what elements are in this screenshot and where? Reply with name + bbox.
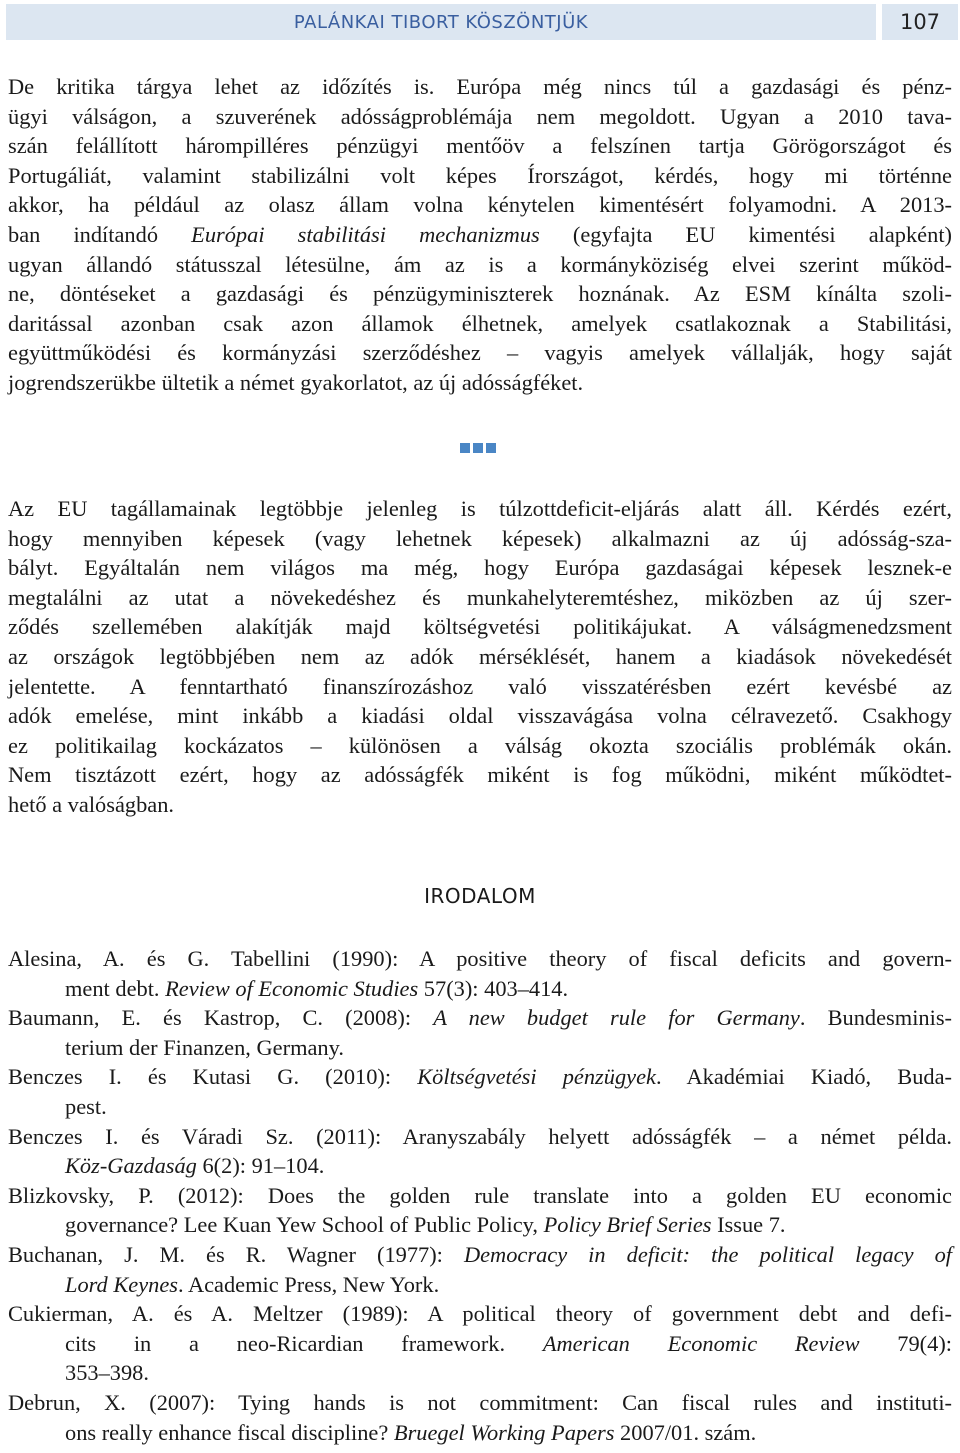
reference-text: Blizkovsky, P. (2012): Does the golden rule translate into a golden EU economic	[8, 1182, 952, 1208]
reference-text: 79(4):	[859, 1330, 952, 1356]
reference-text: cits in a neo-Ricardian framework.	[65, 1330, 543, 1356]
reference-title: American Economic Review	[542, 1330, 860, 1356]
reference-entry	[8, 1062, 952, 1121]
reference-line	[8, 1418, 952, 1448]
text-line: hogy mennyiben képesek (vagy lehetnek képesek) alkalmazni az új adósság-sza-	[8, 525, 952, 551]
text-line: ugyan állandó státusszal létesülne, ám az is a kormányköziség elvei szerint működ-	[8, 251, 952, 277]
text-line: megtalálni az utat a növekedéshez és munkahelyteremtéshez, miközben az új szer-	[8, 584, 952, 610]
reference-text: Cukierman, A. és A. Meltzer (1989): A political theory of government debt and defi-	[8, 1301, 952, 1327]
reference-text: terium der Finanzen, Germany.	[65, 1034, 344, 1060]
text-line: De kritika tárgya lehet az időzítés is. Európa még nincs túl a gazdasági és pénz-	[8, 74, 952, 99]
reference-title: Policy Brief Series	[543, 1212, 712, 1238]
reference-line	[8, 1122, 952, 1152]
text-line: ne, döntéseket a gazdasági és pénzügyminiszterek hoznának. Az ESM kínálta szoli-	[8, 281, 952, 307]
divider-square	[473, 443, 483, 453]
reference-entry	[8, 944, 952, 1003]
text-line: jelentette. A fenntartható finanszírozáshoz való visszatérésben ezért kevésbé az	[8, 673, 952, 699]
italic-term: Európai stabilitási mechanizmus	[191, 221, 540, 247]
references-list	[8, 944, 952, 1447]
text-line: ügyi válságon, a szuverének adósságproblémája nem megoldott. Ugyan a 2010 tava-	[8, 103, 952, 129]
reference-text: Benczes I. és Váradi Sz. (2011): Aranyszabály helyett adósságfék – a német példa.	[8, 1123, 952, 1149]
text-line	[8, 220, 952, 250]
text-line: Az EU tagállamainak legtöbbje jelenleg is túlzottdeficit-eljárás alatt áll. Kérdés ezért,	[8, 496, 952, 521]
reference-line	[8, 944, 952, 974]
reference-line	[8, 1329, 952, 1359]
text-segment: (egyfajta EU kimentési alapként)	[539, 221, 952, 247]
reference-text: Debrun, X. (2007): Tying hands is not commitment: Can fiscal rules and instituti-	[8, 1389, 952, 1415]
text-line: együttműködési és kormányzási szerződéshez – vagyis amelyek vállalják, hogy saját	[8, 340, 952, 366]
reference-title: Lord Keynes	[65, 1271, 178, 1297]
reference-line	[8, 1003, 952, 1033]
reference-entry	[8, 1388, 952, 1447]
text-line: az országok legtöbbjében nem az adók mérséklését, hanem a kiadások növekedését	[8, 643, 952, 669]
reference-title: A new budget rule for Germany	[433, 1005, 800, 1031]
reference-line	[8, 1092, 952, 1122]
paragraph-1	[8, 72, 952, 398]
text-line: ződés szellemében alakítják majd költségvetési politikájukat. A válságmenedzsment	[8, 614, 952, 640]
reference-text: 6(2): 91–104.	[196, 1153, 325, 1179]
running-header	[6, 4, 956, 40]
reference-title: Review of Economic Studies	[165, 975, 419, 1001]
header-band	[6, 4, 876, 40]
section-divider	[460, 443, 496, 453]
reference-text: . Academic Press, New York.	[177, 1271, 440, 1297]
reference-text: 57(3): 403–414.	[418, 975, 569, 1001]
reference-entry	[8, 1181, 952, 1240]
reference-line	[8, 974, 952, 1004]
reference-title: Költségvetési pénzügyek	[417, 1064, 656, 1090]
reference-title: Köz-Gazdaság	[65, 1153, 197, 1179]
reference-text: Issue 7.	[711, 1212, 786, 1238]
paragraph-2	[8, 494, 952, 820]
header-title: PALÁNKAI TIBORT KÖSZÖNTJÜK	[293, 11, 589, 33]
text-line: ez politikailag kockázatos – különösen a válság okozta szociális problémák okán.	[8, 732, 952, 758]
reference-entry	[8, 1240, 952, 1299]
reference-text: 353–398.	[65, 1360, 149, 1386]
reference-line	[8, 1358, 952, 1388]
reference-line	[8, 1210, 952, 1240]
reference-text: Baumann, E. és Kastrop, C. (2008):	[8, 1005, 434, 1031]
reference-text: . Akadémiai Kiadó, Buda-	[655, 1064, 952, 1090]
text-line: Portugáliát, valamint stabilizálni volt képes Írországot, kérdés, hogy mi történne	[8, 162, 952, 188]
text-line: akkor, ha például az olasz állam volna kénytelen kimentésért folyamodni. A 2013-	[8, 192, 952, 218]
reference-title: Democracy in deficit: the political legacy of	[463, 1241, 953, 1267]
reference-entry	[8, 1299, 952, 1388]
text-line: daritással azonban csak azon államok élhetnek, amelyek csatlakoznak a Stabilitási,	[8, 310, 952, 336]
reference-line	[8, 1240, 952, 1270]
text-line: adók emelése, mint inkább a kiadási oldal visszavágása volna célravezető. Csakhogy	[8, 703, 952, 729]
reference-text: Buchanan, J. M. és R. Wagner (1977):	[8, 1241, 464, 1267]
reference-text: ons really enhance fiscal discipline?	[65, 1419, 394, 1445]
text-line: jogrendszerükbe ültetik a német gyakorlatot, az új adósságféket.	[8, 369, 584, 395]
reference-text: Alesina, A. és G. Tabellini (1990): A positive theory of fiscal deficits and govern-	[8, 946, 952, 971]
reference-text: 2007/01. szám.	[614, 1419, 757, 1445]
reference-line	[8, 1388, 952, 1418]
divider-square	[486, 443, 496, 453]
reference-line	[8, 1299, 952, 1329]
reference-line	[8, 1151, 952, 1181]
reference-line	[8, 1270, 952, 1300]
text-segment: ban indítandó	[8, 221, 192, 247]
divider-square	[460, 443, 470, 453]
reference-line	[8, 1033, 952, 1063]
text-line: szán felállított hárompilléres pénzügyi mentőöv a felszínen tartja Görögországot és	[8, 133, 952, 159]
page-number: 107	[882, 4, 958, 40]
reference-text: pest.	[65, 1093, 107, 1119]
reference-text: . Bundesminis-	[799, 1005, 952, 1031]
reference-line	[8, 1062, 952, 1092]
reference-text: ment debt.	[65, 975, 166, 1001]
references-heading: IRODALOM	[424, 884, 536, 908]
text-line: hető a valóságban.	[8, 791, 175, 817]
reference-text: Benczes I. és Kutasi G. (2010):	[8, 1064, 418, 1090]
text-line: bályt. Egyáltalán nem világos ma még, hogy Európa gazdaságai képesek lesznek-e	[8, 555, 952, 581]
text-line: Nem tisztázott ezért, hogy az adósságfék miként is fog működni, miként működtet-	[8, 762, 952, 788]
reference-text: governance? Lee Kuan Yew School of Public Policy,	[65, 1212, 544, 1238]
reference-line	[8, 1181, 952, 1211]
reference-entry	[8, 1003, 952, 1062]
reference-entry	[8, 1122, 952, 1181]
reference-title: Bruegel Working Papers	[393, 1419, 615, 1445]
